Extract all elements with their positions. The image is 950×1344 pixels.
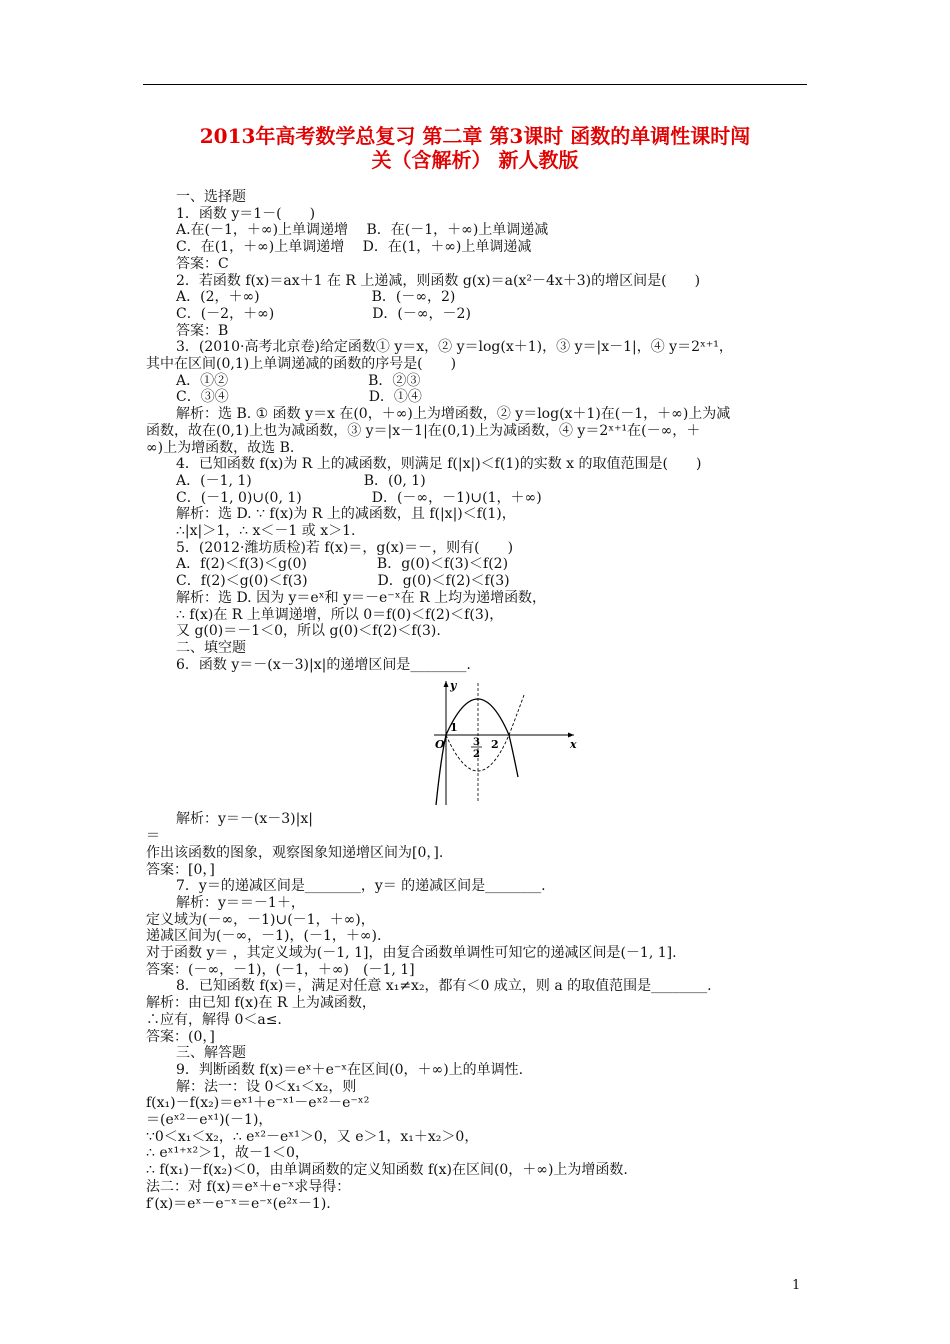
text-line: ＝ xyxy=(146,828,160,845)
text-line: f(x₁)－f(x₂)＝eˣ¹＋e⁻ˣ¹－eˣ²－e⁻ˣ² xyxy=(146,1095,370,1112)
text-line: 9．判断函数 f(x)＝eˣ＋e⁻ˣ在区间(0，＋∞)上的单调性. xyxy=(176,1061,524,1078)
text-line: 定义域为(－∞，－1)∪(－1，＋∞)， xyxy=(146,911,375,928)
graph-svg xyxy=(424,677,584,807)
tick-2-label: 2 xyxy=(491,738,499,752)
text-line: 一、选择题 xyxy=(176,189,246,205)
text-line: C．在(1，＋∞)上单调递增 D．在(1，＋∞)上单调递减 xyxy=(176,239,532,256)
text-line: 答案：[0，] xyxy=(146,861,215,878)
document-body xyxy=(146,189,816,1212)
text-line: 又 g(0)＝－1＜0，所以 g(0)＜f(2)＜f(3). xyxy=(176,623,441,640)
text-line: 作出该函数的图象，观察图象知递增区间为[0，]. xyxy=(146,844,444,861)
title-line-1: 2013年高考数学总复习 第二章 第3课时 函数的单调性课时闯 xyxy=(199,124,751,148)
text-block-b xyxy=(146,811,816,1212)
tick-3-2-numerator: 3 xyxy=(473,737,480,749)
text-line: 2．若函数 f(x)＝ax＋1 在 R 上递减，则函数 g(x)＝a(x²－4x＋3)的增区间是( ) xyxy=(176,272,701,289)
text-line: ∴ eˣ¹⁺ˣ²＞1，故－1＜0， xyxy=(146,1145,309,1162)
text-line: 解析：由已知 f(x)在 R 上为减函数， xyxy=(146,995,376,1012)
text-line: 答案：B xyxy=(176,322,229,339)
text-line: A.在(－1，＋∞)上单调递增 B．在(－1，＋∞)上单调递减 xyxy=(176,222,549,239)
text-line: 答案：C xyxy=(176,255,229,272)
text-line: 递减区间为(－∞，－1)，(－1，＋∞). xyxy=(146,928,382,945)
x-label: x xyxy=(570,738,577,752)
text-line: ＝(eˣ²－eˣ¹)(－1)， xyxy=(146,1112,273,1129)
text-line: C．f(2)＜g(0)＜f(3) D．g(0)＜f(2)＜f(3) xyxy=(176,573,510,590)
text-line: ∞)上为增函数，故选 B. xyxy=(146,439,295,456)
text-line: ∴应有，解得 0＜a≤. xyxy=(146,1011,282,1028)
text-line: 其中在区间(0,1)上单调递减的函数的序号是( ) xyxy=(146,356,457,373)
text-line: 5．(2012·潍坊质检)若 f(x)＝，g(x)＝－，则有( ) xyxy=(176,539,514,556)
text-line: A．(－1, 1) B．(0, 1) xyxy=(176,472,426,489)
text-line: C．(－1, 0)∪(0, 1) D．(－∞，－1)∪(1，＋∞) xyxy=(176,489,542,506)
origin-label: O xyxy=(435,738,445,752)
text-line: 1．函数 y＝1－( ) xyxy=(176,205,316,222)
text-line: 7．y＝的递减区间是________，y＝ 的递减区间是________. xyxy=(176,878,546,895)
text-line: f′(x)＝eˣ－e⁻ˣ＝e⁻ˣ(e²ˣ－1). xyxy=(146,1195,331,1212)
text-line: 对于函数 y＝ ，其定义域为(－1, 1]，由复合函数单调性可知它的递减区间是(－1, 1]. xyxy=(146,945,677,962)
document-title xyxy=(150,124,800,172)
page-number: 1 xyxy=(792,1278,801,1293)
text-line: C．③④ D．①④ xyxy=(176,389,422,406)
text-line: ∵0＜x₁＜x₂，∴ eˣ²－eˣ¹＞0，又 e＞1，x₁＋x₂＞0， xyxy=(146,1128,479,1145)
function-graph xyxy=(176,677,816,809)
curve-dashed xyxy=(446,695,524,771)
text-line: A．①② B．②③ xyxy=(176,372,421,389)
text-line: A．(2，＋∞) B．(－∞，2) xyxy=(176,289,456,306)
text-line: A．f(2)＜f(3)＜g(0) B．g(0)＜f(3)＜f(2) xyxy=(176,556,509,573)
x-axis-arrow xyxy=(568,733,574,738)
text-line: 函数，故在(0,1)上也为减函数，③ y＝|x－1|在(0,1)上为减函数，④ y＝2ˣ⁺¹在(－∞，＋ xyxy=(146,422,701,439)
text-line: 解析：y＝＝－1＋， xyxy=(176,894,305,911)
text-line: ∴ f(x₁)－f(x₂)＜0，由单调函数的定义知函数 f(x)在区间(0，＋∞)上为增函数. xyxy=(146,1162,628,1179)
text-line: 解：法一：设 0＜x₁＜x₂，则 xyxy=(176,1078,357,1095)
text-line: 三、解答题 xyxy=(176,1045,246,1062)
tick-3-2-denominator: 2 xyxy=(473,749,480,761)
text-line: 解析：y＝－(x－3)|x| xyxy=(176,811,313,828)
text-line: ∴|x|＞1，∴ x＜－1 或 x＞1. xyxy=(176,523,356,540)
text-line: 解析：选 D. 因为 y＝eˣ和 y＝－e⁻ˣ在 R 上均为递增函数， xyxy=(176,589,547,606)
header-rule xyxy=(143,84,807,85)
text-block-a xyxy=(146,189,816,673)
text-line: 解析：选 B. ① 函数 y＝x 在(0，＋∞)上为增函数，② y＝log(x＋1)在(－1，＋∞)上为减 xyxy=(176,406,731,423)
y-label: y xyxy=(450,679,457,693)
text-line: C．(－2，＋∞) D．(－∞，－2) xyxy=(176,305,471,322)
text-line: ∴ f(x)在 R 上单调递增，所以 0＝f(0)＜f(2)＜f(3)， xyxy=(176,606,504,623)
tick-1-label: 1 xyxy=(450,721,458,735)
text-line: 解析：选 D. ∵ f(x)为 R 上的减函数，且 f(|x|)＜f(1)， xyxy=(176,506,516,523)
text-line: 二、填空题 xyxy=(176,639,246,656)
text-line: 法二：对 f(x)＝eˣ＋e⁻ˣ求导得： xyxy=(146,1178,351,1195)
text-line: 4．已知函数 f(x)为 R 上的减函数，则满足 f(|x|)＜f(1)的实数 x 的取值范围是( ) xyxy=(176,456,702,473)
y-axis-arrow xyxy=(444,681,449,687)
title-line-2: 关（含解析） 新人教版 xyxy=(371,148,579,172)
text-line: 答案：(0，] xyxy=(146,1028,215,1045)
text-line: 3．(2010·高考北京卷)给定函数① y＝x，② y＝log(x＋1)，③ y＝|x－1|，④ y＝2ˣ⁺¹， xyxy=(176,339,733,356)
text-line: 8．已知函数 f(x)＝，满足对任意 x₁≠x₂，都有＜0 成立，则 a 的取值范围是________. xyxy=(176,978,712,995)
text-line: 答案：(－∞，－1)，(－1，＋∞) (－1, 1] xyxy=(146,961,415,978)
text-line: 6．函数 y＝－(x－3)|x|的递增区间是________. xyxy=(176,656,471,673)
